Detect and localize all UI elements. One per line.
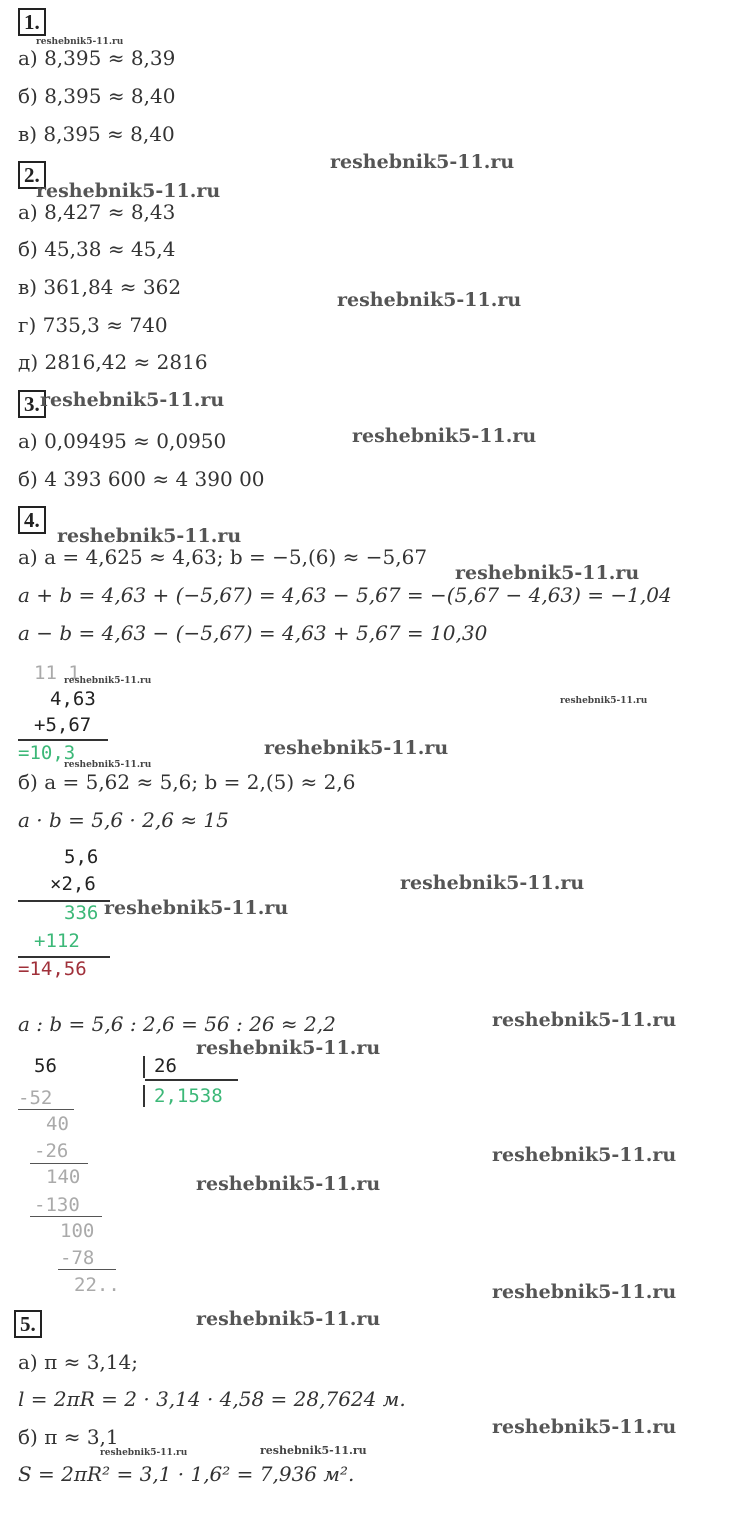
task2-line-e: д) 2816,42 ≈ 2816 xyxy=(18,350,208,374)
multiplication-partial-1: 336 xyxy=(64,902,99,924)
task2-line-c: в) 361,84 ≈ 362 xyxy=(18,275,182,299)
task2-line-d: г) 735,3 ≈ 740 xyxy=(18,313,168,337)
task2-line-b: б) 45,38 ≈ 45,4 xyxy=(18,237,176,261)
watermark: reshebnik5-11.ru xyxy=(196,1173,381,1195)
watermark: reshebnik5-11.ru xyxy=(400,872,585,894)
watermark: reshebnik5-11.ru xyxy=(196,1037,381,1059)
division-step-line xyxy=(18,1109,74,1110)
watermark: reshebnik5-11.ru xyxy=(492,1009,677,1031)
watermark: reshebnik5-11.ru xyxy=(352,425,537,447)
watermark: reshebnik5-11.ru xyxy=(100,1448,188,1458)
watermark: reshebnik5-11.ru xyxy=(455,562,640,584)
division-step: 22.. xyxy=(74,1274,120,1296)
multiplication-top: 5,6 xyxy=(64,846,99,868)
addition-carry: 11 1 xyxy=(34,662,80,684)
addition-top: 4,63 xyxy=(50,688,96,710)
multiplication-result: =14,56 xyxy=(18,958,87,980)
division-step: -130 xyxy=(34,1194,80,1216)
task-number-2: 2. xyxy=(18,161,46,189)
task4-product: a · b = 5,6 · 2,6 ≈ 15 xyxy=(18,808,229,832)
watermark: reshebnik5-11.ru xyxy=(196,1308,381,1330)
addition-line xyxy=(18,739,108,741)
division-step: 140 xyxy=(46,1166,81,1188)
task1-line-b: б) 8,395 ≈ 8,40 xyxy=(18,84,176,108)
task-number-1: 1. xyxy=(18,8,46,36)
task2-line-a: а) 8,427 ≈ 8,43 xyxy=(18,200,176,224)
division-step: 100 xyxy=(60,1220,95,1242)
division-step-line xyxy=(30,1216,102,1217)
task-number-5: 5. xyxy=(14,1310,42,1338)
division-bar xyxy=(143,1085,145,1107)
division-step-line xyxy=(30,1163,88,1164)
multiplication-partial-2: +112 xyxy=(34,930,80,952)
division-divisor: 26 xyxy=(154,1055,177,1077)
task4-difference: a − b = 4,63 − (−5,67) = 4,63 + 5,67 = 10,30 xyxy=(18,621,488,645)
task-number-3: 3. xyxy=(18,390,46,418)
multiplication-bottom: ×2,6 xyxy=(50,873,96,895)
division-step: 40 xyxy=(46,1113,69,1135)
task3-line-b: б) 4 393 600 ≈ 4 390 00 xyxy=(18,467,265,491)
task5-length: l = 2πR = 2 · 3,14 · 4,58 = 28,7624 м. xyxy=(18,1387,406,1411)
task-number-4: 4. xyxy=(18,506,46,534)
task4-sum: a + b = 4,63 + (−5,67) = 4,63 − 5,67 = −(5,67 − 4,63) = −1,04 xyxy=(18,583,672,607)
division-line xyxy=(145,1079,238,1081)
addition-bottom: +5,67 xyxy=(34,714,92,736)
watermark: reshebnik5-11.ru xyxy=(260,1444,367,1457)
watermark: reshebnik5-11.ru xyxy=(36,37,124,47)
task5-area: S = 2πR² = 3,1 · 1,6² = 7,936 м². xyxy=(18,1462,355,1486)
watermark: reshebnik5-11.ru xyxy=(337,289,522,311)
watermark: reshebnik5-11.ru xyxy=(64,676,152,686)
division-dividend: 56 xyxy=(34,1055,57,1077)
task5-line-b: б) π ≈ 3,1 xyxy=(18,1425,119,1449)
watermark: reshebnik5-11.ru xyxy=(104,897,289,919)
watermark: reshebnik5-11.ru xyxy=(264,737,449,759)
task1-line-a: а) 8,395 ≈ 8,39 xyxy=(18,46,176,70)
task4-quotient: a : b = 5,6 : 2,6 = 56 : 26 ≈ 2,2 xyxy=(18,1012,336,1036)
division-bar xyxy=(143,1056,145,1078)
watermark: reshebnik5-11.ru xyxy=(492,1144,677,1166)
watermark: reshebnik5-11.ru xyxy=(492,1416,677,1438)
task3-line-a: а) 0,09495 ≈ 0,0950 xyxy=(18,429,227,453)
watermark: reshebnik5-11.ru xyxy=(40,389,225,411)
division-step-line xyxy=(58,1269,116,1270)
division-step: -78 xyxy=(60,1247,95,1269)
division-quotient: 2,1538 xyxy=(154,1085,223,1107)
watermark: reshebnik5-11.ru xyxy=(64,760,152,770)
watermark: reshebnik5-11.ru xyxy=(560,696,648,706)
watermark: reshebnik5-11.ru xyxy=(36,180,221,202)
watermark: reshebnik5-11.ru xyxy=(57,525,242,547)
task4-line-a: а) a = 4,625 ≈ 4,63; b = −5,(6) ≈ −5,67 xyxy=(18,545,428,569)
division-step: -26 xyxy=(34,1140,69,1162)
watermark: reshebnik5-11.ru xyxy=(330,151,515,173)
task4-line-b: б) a = 5,62 ≈ 5,6; b = 2,(5) ≈ 2,6 xyxy=(18,770,356,794)
task5-line-a: а) π ≈ 3,14; xyxy=(18,1350,138,1374)
watermark: reshebnik5-11.ru xyxy=(492,1281,677,1303)
division-step: -52 xyxy=(18,1087,53,1109)
task1-line-c: в) 8,395 ≈ 8,40 xyxy=(18,122,175,146)
addition-result: =10,3 xyxy=(18,742,76,764)
